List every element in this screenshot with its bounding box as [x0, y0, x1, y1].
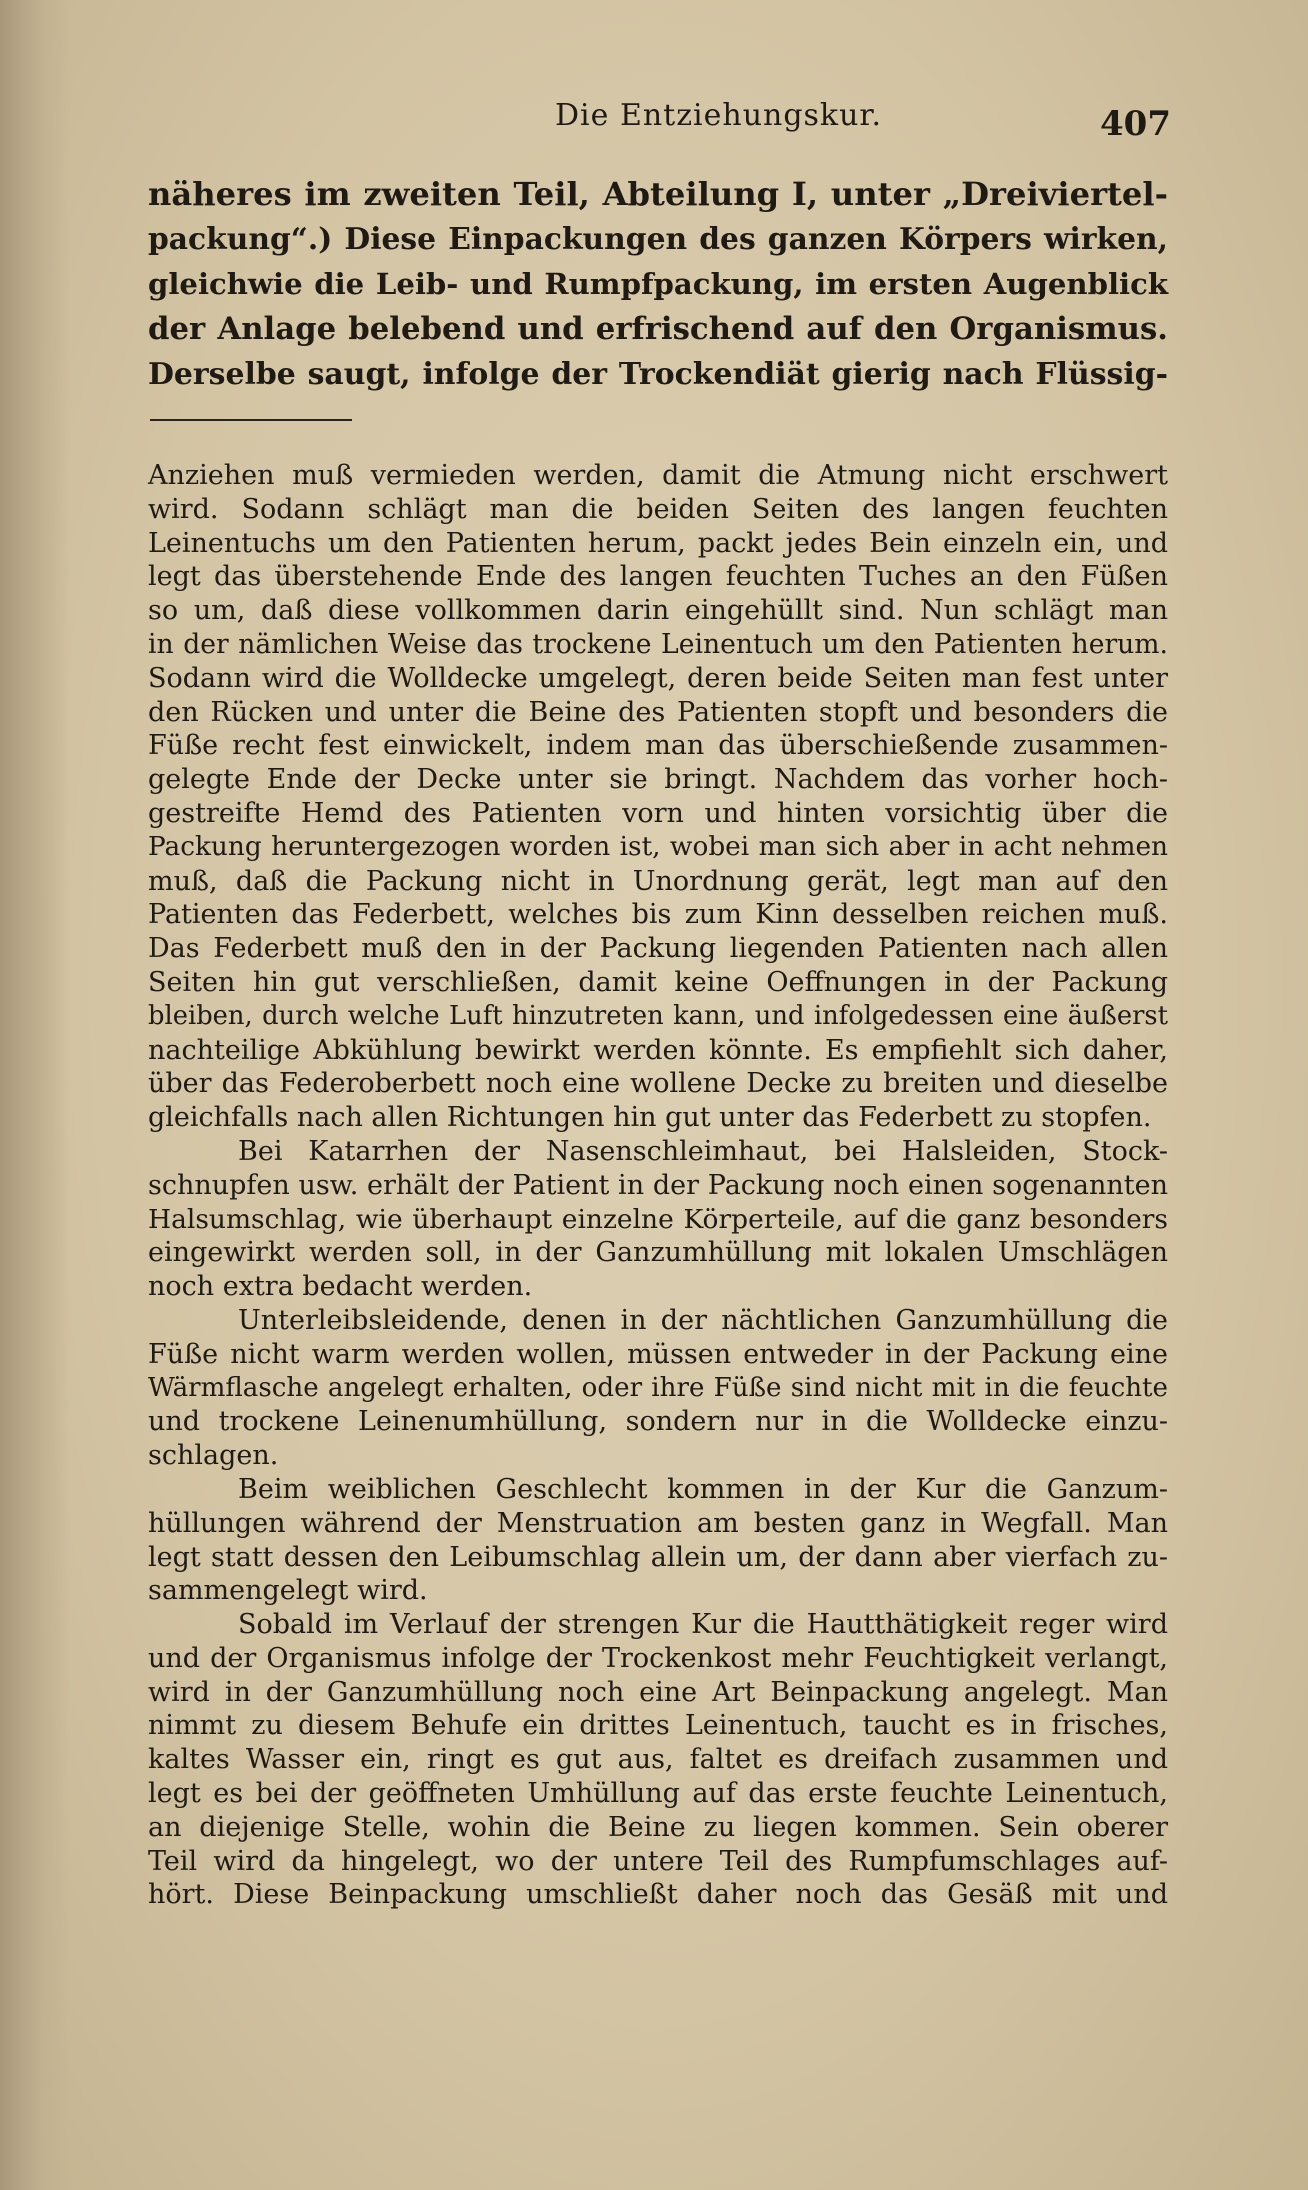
footnote-line: Wärmflasche angelegt erhalten, oder ihre Füße sind nicht mit in die feuchte — [148, 1372, 1168, 1403]
main-text-block — [148, 172, 1168, 397]
footnote-separator-rule — [150, 419, 352, 421]
footnote-line: Teil wird da hingelegt, wo der untere Teil des Rumpfumschlages auf- — [148, 1845, 1168, 1877]
running-head — [0, 98, 1308, 144]
footnote-line: schnupfen usw. erhält der Patient in der Packung noch einen sogenannten — [148, 1169, 1168, 1201]
footnote-line: nimmt zu diesem Behufe ein drittes Leinentuch, taucht es in frisches, — [148, 1710, 1168, 1742]
footnote-line: wird. Sodann schlägt man die beiden Seiten des langen feuchten — [148, 493, 1168, 525]
footnote-block — [148, 459, 1168, 1912]
footnote-line: Sobald im Verlauf der strengen Kur die Hautthätigkeit reger wird — [238, 1609, 1168, 1641]
footnote-line: Halsumschlag, wie überhaupt einzelne Körperteile, auf die ganz besonders — [148, 1203, 1168, 1235]
footnote-line: in der nämlichen Weise das trockene Leinentuch um den Patienten herum. — [148, 628, 1168, 660]
footnote-line: legt es bei der geöffneten Umhüllung auf das erste feuchte Leinentuch, — [148, 1778, 1168, 1810]
footnote-line: gestreifte Hemd des Patienten vorn und hinten vorsichtig über die — [148, 797, 1168, 829]
footnote-line: und trockene Leinenumhüllung, sondern nur in die Wolldecke einzu- — [148, 1406, 1168, 1438]
footnote-line: an diejenige Stelle, wohin die Beine zu liegen kommen. Sein oberer — [148, 1811, 1168, 1843]
footnote-line: über das Federoberbett noch eine wollene Decke zu breiten und dieselbe — [148, 1068, 1168, 1100]
footnote-line: muß, daß die Packung nicht in Unordnung gerät, legt man auf den — [148, 865, 1168, 897]
footnote-line: legt das überstehende Ende des langen feuchten Tuches an den Füßen — [148, 561, 1168, 593]
footnote-line: Seiten hin gut verschließen, damit keine Oeffnungen in der Packung — [148, 966, 1168, 998]
footnote-line: gleichfalls nach allen Richtungen hin gut unter das Federbett zu stopfen. — [148, 1102, 1152, 1134]
footnote-line: Unterleibsleidende, denen in der nächtlichen Ganzumhüllung die — [238, 1304, 1168, 1336]
page-number: 407 — [1100, 104, 1171, 144]
footnote-line: Füße recht fest einwickelt, indem man das überschießende zusammen- — [148, 730, 1168, 762]
footnote-line: Leinentuchs um den Patienten herum, packt jedes Bein einzeln ein, und — [148, 527, 1168, 559]
main-text-line: packung“.) Diese Einpackungen des ganzen Körpers wirken, — [148, 222, 1168, 257]
footnote-line: Füße nicht warm werden wollen, müssen entweder in der Packung eine — [148, 1338, 1168, 1370]
footnote-line: Patienten das Federbett, welches bis zum Kinn desselben reichen muß. — [148, 899, 1168, 931]
footnote-line: eingewirkt werden soll, in der Ganzumhüllung mit lokalen Umschlägen — [148, 1237, 1168, 1269]
footnote-line: hüllungen während der Menstruation am besten ganz in Wegfall. Man — [148, 1507, 1168, 1539]
footnote-line: noch extra bedacht werden. — [148, 1271, 533, 1303]
footnote-line: nachteilige Abkühlung bewirkt werden könnte. Es empfiehlt sich daher, — [148, 1034, 1168, 1066]
footnote-line: bleiben, durch welche Luft hinzutreten kann, und infolgedessen eine äußerst — [148, 1000, 1168, 1031]
footnote-line: legt statt dessen den Leibumschlag allein um, der dann aber vierfach zu- — [148, 1541, 1168, 1573]
footnote-line: und der Organismus infolge der Trockenkost mehr Feuchtigkeit verlangt, — [148, 1642, 1168, 1674]
footnote-line: Packung heruntergezogen worden ist, wobei man sich aber in acht nehmen — [148, 831, 1168, 862]
main-text-line: näheres im zweiten Teil, Abteilung I, unter „Dreiviertel- — [148, 175, 1168, 213]
footnote-line: sammengelegt wird. — [148, 1575, 428, 1607]
footnote-line: kaltes Wasser ein, ringt es gut aus, faltet es dreifach zusammen und — [148, 1744, 1168, 1776]
footnote-line: den Rücken und unter die Beine des Patienten stopft und besonders die — [148, 696, 1168, 728]
footnote-line: hört. Diese Beinpackung umschließt daher noch das Gesäß mit und — [148, 1879, 1168, 1911]
footnote-line: gelegte Ende der Decke unter sie bringt. Nachdem das vorher hoch- — [148, 764, 1168, 796]
footnote-line: Anziehen muß vermieden werden, damit die Atmung nicht erschwert — [148, 460, 1168, 491]
footnote-line: Bei Katarrhen der Nasenschleimhaut, bei Halsleiden, Stock- — [238, 1135, 1168, 1167]
footnote-line: so um, daß diese vollkommen darin eingehüllt sind. Nun schlägt man — [148, 595, 1168, 627]
main-text-line: gleichwie die Leib- und Rumpfpackung, im ersten Augenblick — [148, 267, 1168, 301]
page-edge-shadow — [0, 0, 70, 2190]
footnote-line: schlagen. — [148, 1440, 279, 1472]
footnote-line: Das Federbett muß den in der Packung liegenden Patienten nach allen — [148, 933, 1168, 965]
footnote-line: wird in der Ganzumhüllung noch eine Art Beinpackung angelegt. Man — [148, 1676, 1168, 1708]
main-text-line: Derselbe saugt, infolge der Trockendiät gierig nach Flüssig- — [148, 357, 1168, 392]
main-text-line: der Anlage belebend und erfrischend auf den Organismus. — [148, 311, 1168, 347]
footnote-line: Sodann wird die Wolldecke umgelegt, deren beide Seiten man fest unter — [148, 662, 1168, 694]
footnote-line: Beim weiblichen Geschlecht kommen in der Kur die Ganzum- — [238, 1473, 1168, 1505]
running-title: Die Entziehungskur. — [555, 98, 883, 133]
